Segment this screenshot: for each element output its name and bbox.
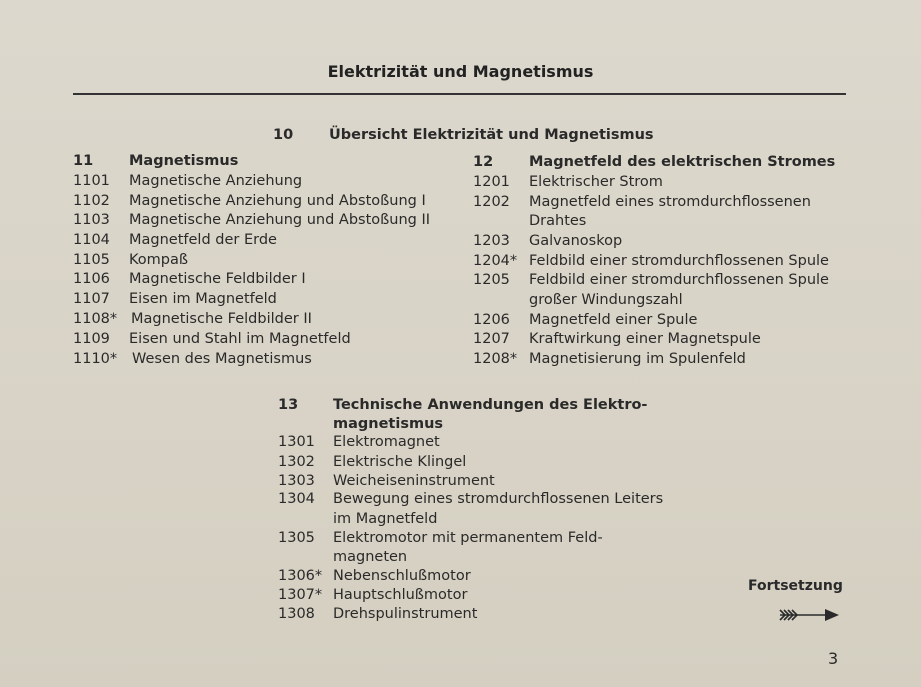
continuation-label: Fortsetzung xyxy=(748,578,843,594)
item-number: 1207 xyxy=(473,331,510,347)
item-text: Magnetfeld einer Spule xyxy=(529,312,698,328)
item-text: Magnetische Feldbilder II xyxy=(131,311,312,327)
item-text: Nebenschlußmotor xyxy=(333,568,471,584)
item-text: Weicheiseninstrument xyxy=(333,473,495,489)
item-text: Hauptschlußmotor xyxy=(333,587,468,603)
section-title-continuation: magnetismus xyxy=(333,416,444,432)
item-number: 1104 xyxy=(73,232,110,248)
item-text: Magnetische Anziehung und Abstoßung II xyxy=(129,212,431,228)
item-text: Drehspulinstrument xyxy=(333,606,478,622)
section-number: 11 xyxy=(73,153,94,169)
item-number: 1103 xyxy=(73,212,110,228)
item-number: 1303 xyxy=(278,473,315,489)
item-number: 1204* xyxy=(473,253,518,269)
section-number: 12 xyxy=(473,154,494,170)
item-number: 1206 xyxy=(473,312,510,328)
item-number: 1202 xyxy=(473,194,510,210)
item-text: Magnetische Anziehung und Abstoßung I xyxy=(129,193,426,209)
item-text: Magnetfeld eines stromdurchflossenen xyxy=(529,194,811,210)
item-text: Bewegung eines stromdurchflossenen Leiters xyxy=(333,491,664,507)
item-text: Elektrischer Strom xyxy=(529,174,663,190)
item-number: 1106 xyxy=(73,271,110,287)
item-text: Eisen im Magnetfeld xyxy=(129,291,277,307)
page-number: 3 xyxy=(828,649,839,668)
item-number: 1208* xyxy=(473,351,518,367)
item-text: Feldbild einer stromdurchflossenen Spule xyxy=(529,253,829,269)
section-title: Technische Anwendungen des Elektro- xyxy=(333,397,648,413)
item-number: 1109 xyxy=(73,331,110,347)
item-number: 1301 xyxy=(278,434,315,450)
item-text: Eisen und Stahl im Magnetfeld xyxy=(129,331,351,347)
item-number: 1304 xyxy=(278,491,315,507)
item-text: Elektrische Klingel xyxy=(333,454,467,470)
item-text: Magnetisierung im Spulenfeld xyxy=(529,351,746,367)
item-text: Magnetfeld der Erde xyxy=(129,232,277,248)
item-text: Magnetische Anziehung xyxy=(129,173,303,189)
item-number: 1201 xyxy=(473,174,510,190)
item-text: Elektromotor mit permanentem Feld- xyxy=(333,530,603,546)
item-number: 1102 xyxy=(73,193,110,209)
item-text: Wesen des Magnetismus xyxy=(132,351,312,367)
section-number: 10 xyxy=(273,127,294,143)
item-text: Kompaß xyxy=(129,252,189,268)
arrow-right-icon xyxy=(778,606,840,624)
item-text-continuation: im Magnetfeld xyxy=(333,511,438,527)
item-text: Kraftwirkung einer Magnetspule xyxy=(529,331,761,347)
item-number: 1108* xyxy=(73,311,118,327)
item-number: 1110* xyxy=(73,351,118,367)
item-number: 1307* xyxy=(278,587,323,603)
item-number: 1205 xyxy=(473,272,510,288)
item-number: 1306* xyxy=(278,568,323,584)
item-number: 1308 xyxy=(278,606,315,622)
item-number: 1302 xyxy=(278,454,315,470)
section-title: Magnetismus xyxy=(129,153,239,169)
item-text-continuation: großer Windungszahl xyxy=(529,292,683,308)
section-title: Magnetfeld des elektrischen Stromes xyxy=(529,154,836,170)
item-text-continuation: magneten xyxy=(333,549,408,565)
item-text: Magnetische Feldbilder I xyxy=(129,271,306,287)
item-text: Galvanoskop xyxy=(529,233,623,249)
page-title: Elektrizität und Magnetismus xyxy=(327,62,594,81)
item-number: 1105 xyxy=(73,252,110,268)
item-number: 1107 xyxy=(73,291,110,307)
title-rule xyxy=(73,93,846,95)
section-number: 13 xyxy=(278,397,299,413)
item-number: 1101 xyxy=(73,173,110,189)
item-number: 1305 xyxy=(278,530,315,546)
item-number: 1203 xyxy=(473,233,510,249)
item-text: Elektromagnet xyxy=(333,434,440,450)
item-text-continuation: Drahtes xyxy=(529,213,587,229)
item-text: Feldbild einer stromdurchflossenen Spule xyxy=(529,272,829,288)
section-title: Übersicht Elektrizität und Magnetismus xyxy=(329,127,654,143)
